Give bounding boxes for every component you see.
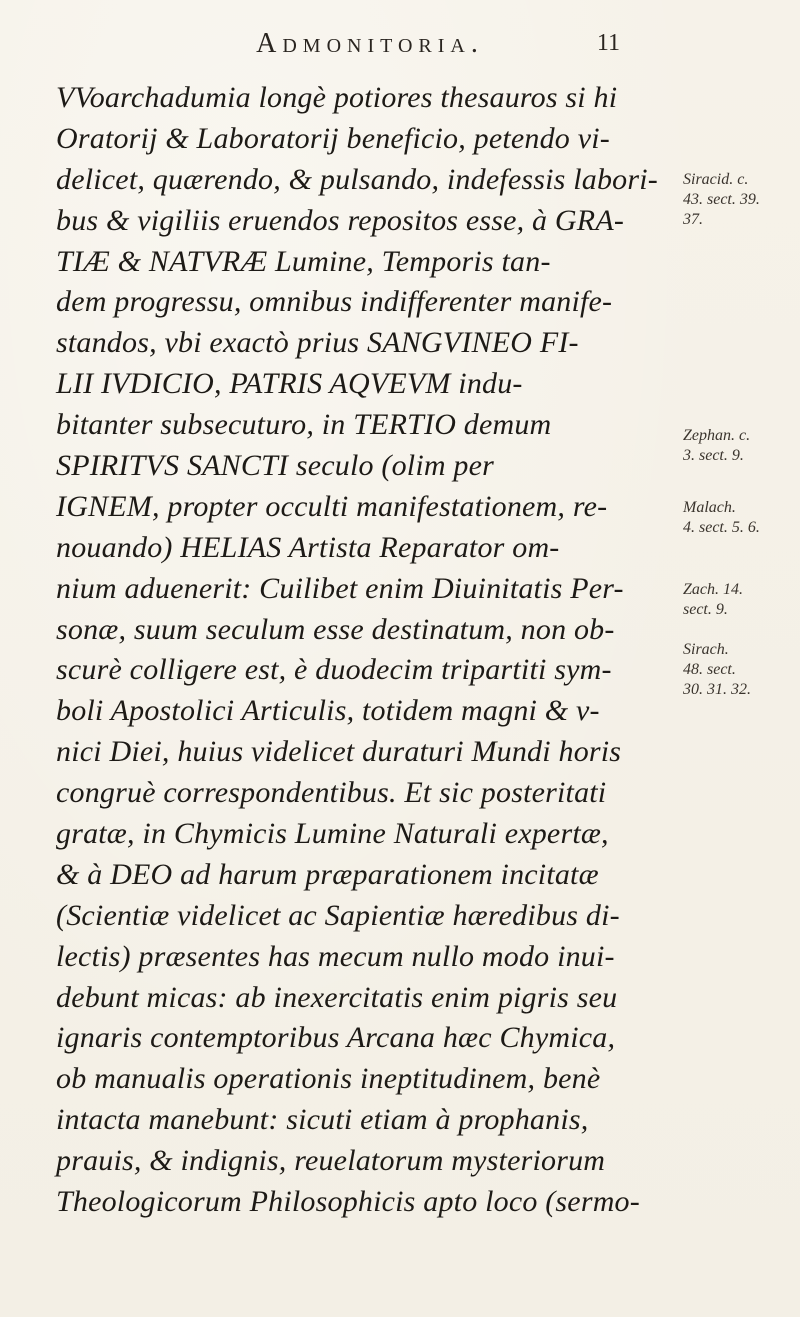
text-line: SPIRITVS SANCTI seculo (olim per (56, 449, 495, 483)
margin-note-sirach (683, 640, 788, 700)
text-line: delicet, quærendo, & pulsando, indefessis labori- (56, 162, 658, 196)
margin-note-line: 48. sect. (683, 661, 736, 678)
margin-note-line: Malach. (683, 499, 736, 516)
margin-note-line: 3. sect. 9. (683, 447, 744, 464)
margin-note-siracid (683, 170, 788, 230)
margin-note-line: sect. 9. (683, 601, 728, 618)
body-text (56, 78, 676, 1223)
text-line: VVoarchadumia longè potiores thesauros si hi (56, 81, 618, 114)
text-line: sonæ, suum seculum esse destinatum, non ob- (56, 612, 615, 646)
text-line: dem progressu, omnibus indifferenter manife- (56, 285, 613, 319)
margin-note-line: Sirach. (683, 641, 729, 658)
margin-note-zach (683, 580, 788, 620)
text-line: gratæ, in Chymicis Lumine Naturali expertæ, (56, 817, 609, 851)
margin-note-malach (683, 498, 788, 538)
margin-note-line: 37. (683, 211, 703, 228)
text-line: prauis, & indignis, reuelatorum mysteriorum (56, 1144, 606, 1178)
margin-note-line: 43. sect. 39. (683, 191, 760, 208)
text-line: Theologicorum Philosophicis apto loco (sermo- (56, 1185, 640, 1219)
running-head: Admonitoria. (256, 28, 484, 59)
text-line: intacta manebunt: sicuti etiam à prophanis, (56, 1103, 589, 1137)
text-line: ignaris contemptoribus Arcana hæc Chymica, (56, 1021, 616, 1055)
text-line: boli Apostolici Articulis, totidem magni & v- (56, 694, 600, 728)
text-line: lectis) præsentes has mecum nullo modo inui- (56, 939, 615, 973)
text-line: scurè colligere est, è duodecim tripartiti sym- (56, 653, 612, 687)
text-line: standos, vbi exactò prius SANGVINEO FI- (56, 326, 579, 360)
text-line: congruè correspondentibus. Et sic posteritati (56, 776, 607, 810)
text-line: nouando) HELIAS Artista Reparator om- (56, 530, 560, 564)
text-line: ob manualis operationis ineptitudinem, benè (56, 1062, 601, 1096)
text-line: nici Diei, huius videlicet duraturi Mundi horis (56, 735, 622, 769)
text-line: debunt micas: ab inexercitatis enim pigris seu (56, 980, 618, 1014)
margin-note-line: Zach. 14. (683, 581, 743, 598)
text-line: TIÆ & NATVRÆ Lumine, Temporis tan- (56, 244, 551, 278)
text-line: nium aduenerit: Cuilibet enim Diuinitatis Per- (56, 571, 624, 605)
margin-note-zephan (683, 426, 788, 466)
text-line: bitanter subsecuturo, in TERTIO demum (56, 408, 552, 442)
text-line: & à DEO ad harum præparationem incitatæ (56, 857, 599, 891)
text-line: bus & vigiliis eruendos repositos esse, à GRA- (56, 203, 625, 237)
margin-note-line: 4. sect. 5. 6. (683, 519, 760, 536)
page-number: 11 (596, 30, 620, 56)
margin-note-line: Siracid. c. (683, 171, 749, 188)
margin-note-line: Zephan. c. (683, 427, 751, 444)
text-line: LII IVDICIO, PATRIS AQVEVM indu- (56, 367, 523, 401)
text-line: Oratorij & Laboratorij beneficio, petendo vi- (56, 121, 610, 155)
text-line: IGNEM, propter occulti manifestationem, re- (56, 489, 608, 523)
text-line: (Scientiæ videlicet ac Sapientiæ hæredibus di- (56, 898, 620, 932)
margin-note-line: 30. 31. 32. (683, 681, 751, 698)
